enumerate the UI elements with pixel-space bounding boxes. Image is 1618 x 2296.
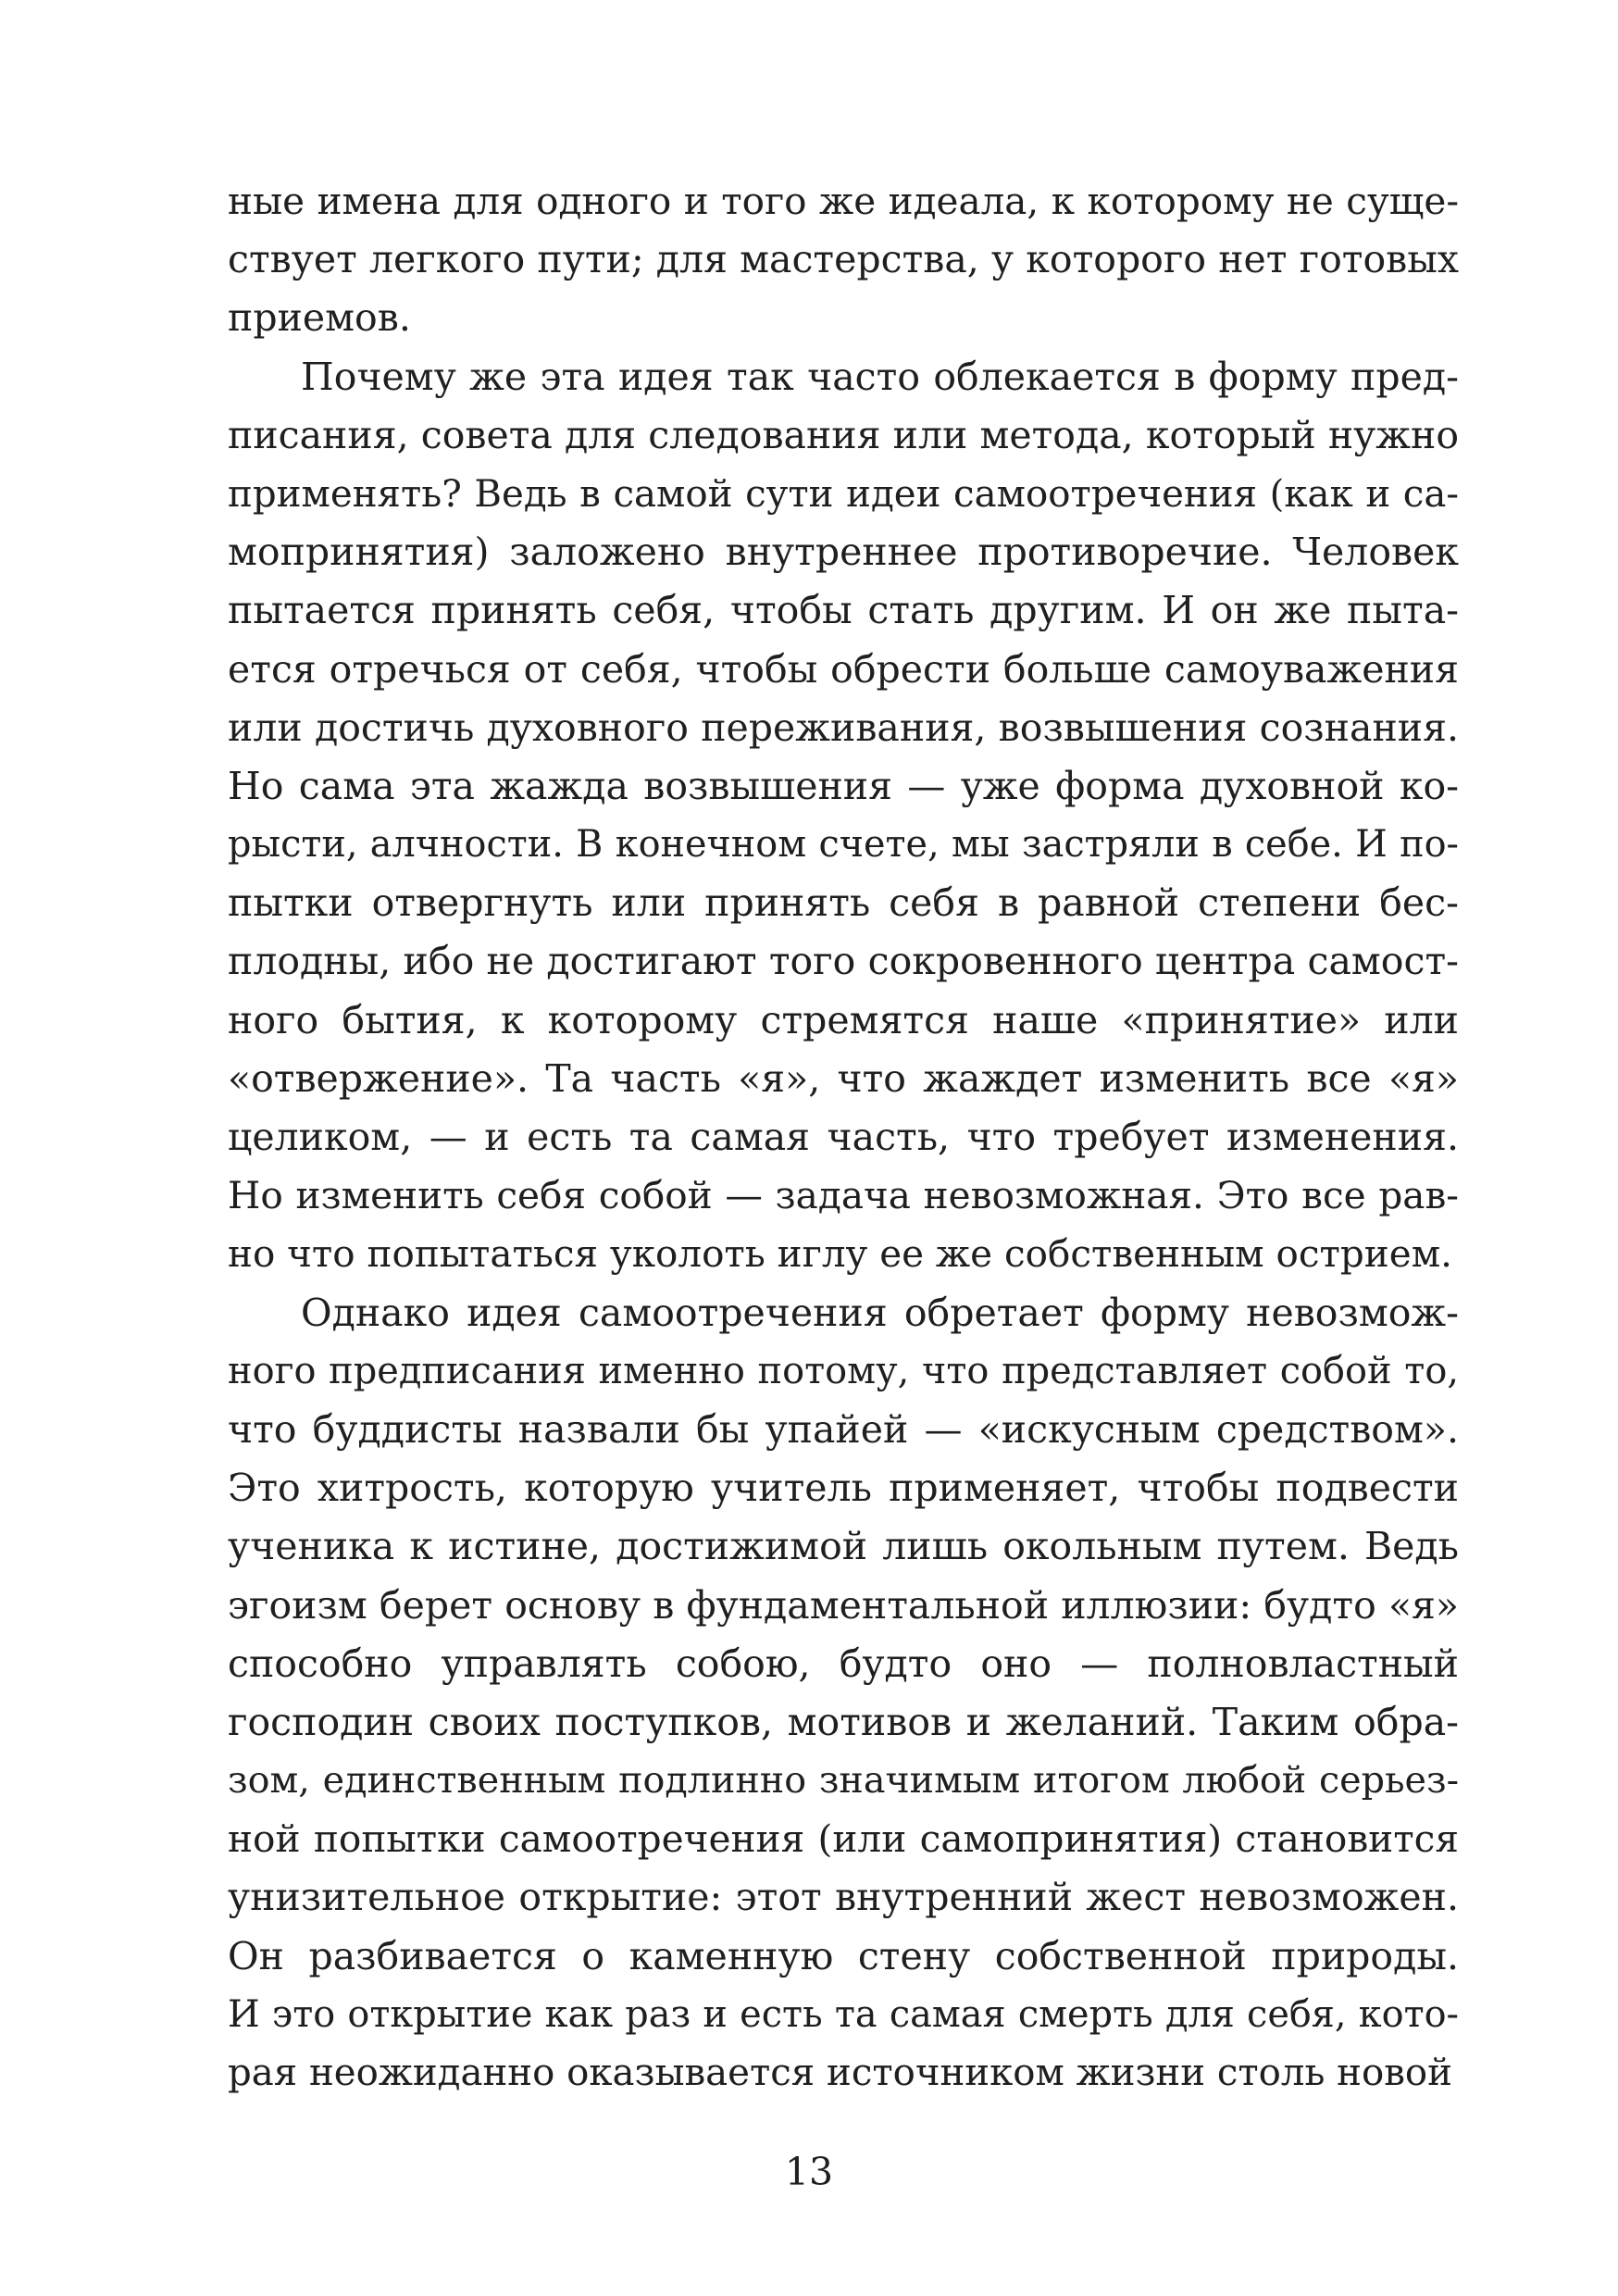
text-line: плодны, ибо не достигают того сокровенного центра самост- (228, 939, 1459, 984)
text-line: Это хитрость, которую учитель применяет, чтобы подвести (228, 1466, 1459, 1511)
text-line: Почему же эта идея так часто облекается в форму пред- (301, 354, 1459, 399)
text-line: господин своих поступков, мотивов и желаний. Таким обра- (228, 1699, 1459, 1744)
text-line: или достичь духовного переживания, возвышения сознания. (228, 705, 1459, 750)
text-line: рая неожиданно оказывается источником жизни столь новой (228, 2052, 1452, 2094)
paragraph (228, 172, 1459, 348)
text-line: что буддисты назвали бы упайей — «искусным средством». (228, 1406, 1459, 1452)
paragraph (228, 1284, 1459, 2103)
text-line: пытается принять себя, чтобы стать другим. И он же пыта- (228, 588, 1459, 633)
text-line: целиком, — и есть та самая часть, что требует изменения. (228, 1115, 1459, 1159)
text-line: мопринятия) заложено внутреннее противоречие. Человек (228, 530, 1459, 575)
text-line: унизительное открытие: этот внутренний жест невозможен. (228, 1875, 1459, 1920)
text-line: «отвержение». Та часть «я», что жаждет изменить все «я» (228, 1055, 1459, 1101)
text-line: Но сама эта жажда возвышения — уже форма духовной ко- (228, 763, 1459, 808)
paragraph (228, 348, 1459, 1284)
text-line: ется отречься от себя, чтобы обрести больше самоуважения (228, 646, 1459, 692)
text-line: применять? Ведь в самой сути идеи самоотречения (как и са- (228, 471, 1459, 516)
text-line: Однако идея самоотречения обретает форму невозмож- (301, 1290, 1459, 1335)
text-line: но что попытаться уколоть иглу ее же собственным острием. (228, 1231, 1453, 1277)
text-line: И это открытие как раз и есть та самая смерть для себя, кото- (228, 1992, 1459, 2036)
text-line: ной попытки самоотречения (или самопринятия) становится (228, 1816, 1459, 1862)
text-line: способно управлять собою, будто оно — полновластный (228, 1641, 1459, 1686)
text-line: ного предписания именно потому, что представляет собой то, (228, 1349, 1459, 1392)
text-line: пытки отвергнуть или принять себя в равной степени бес- (228, 880, 1459, 926)
text-line: рысти, алчности. В конечном счете, мы застряли в себе. И по- (228, 823, 1459, 867)
text-line: ного бытия, к которому стремятся наше «принятие» или (228, 997, 1459, 1042)
page-number: 13 (784, 2150, 834, 2194)
text-line: зом, единственным подлинно значимым итогом любой серьез- (228, 1759, 1459, 1803)
text-line: приемов. (228, 295, 411, 341)
text-line: эгоизм берет основу в фундаментальной иллюзии: будто «я» (228, 1582, 1459, 1628)
text-line: ствует легкого пути; для мастерства, у которого нет готовых (228, 237, 1459, 282)
text-line: Он разбивается о каменную стену собственной природы. (228, 1933, 1459, 1978)
text-line: ученика к истине, достижимой лишь окольным путем. Ведь (228, 1524, 1459, 1569)
text-line: ные имена для одного и того же идеала, к которому не суще- (228, 179, 1459, 223)
body-text (228, 172, 1459, 2103)
text-line: Но изменить себя собой — задача невозможная. Это все рав- (228, 1173, 1459, 1218)
text-line: писания, совета для следования или метода, который нужно (228, 412, 1459, 457)
